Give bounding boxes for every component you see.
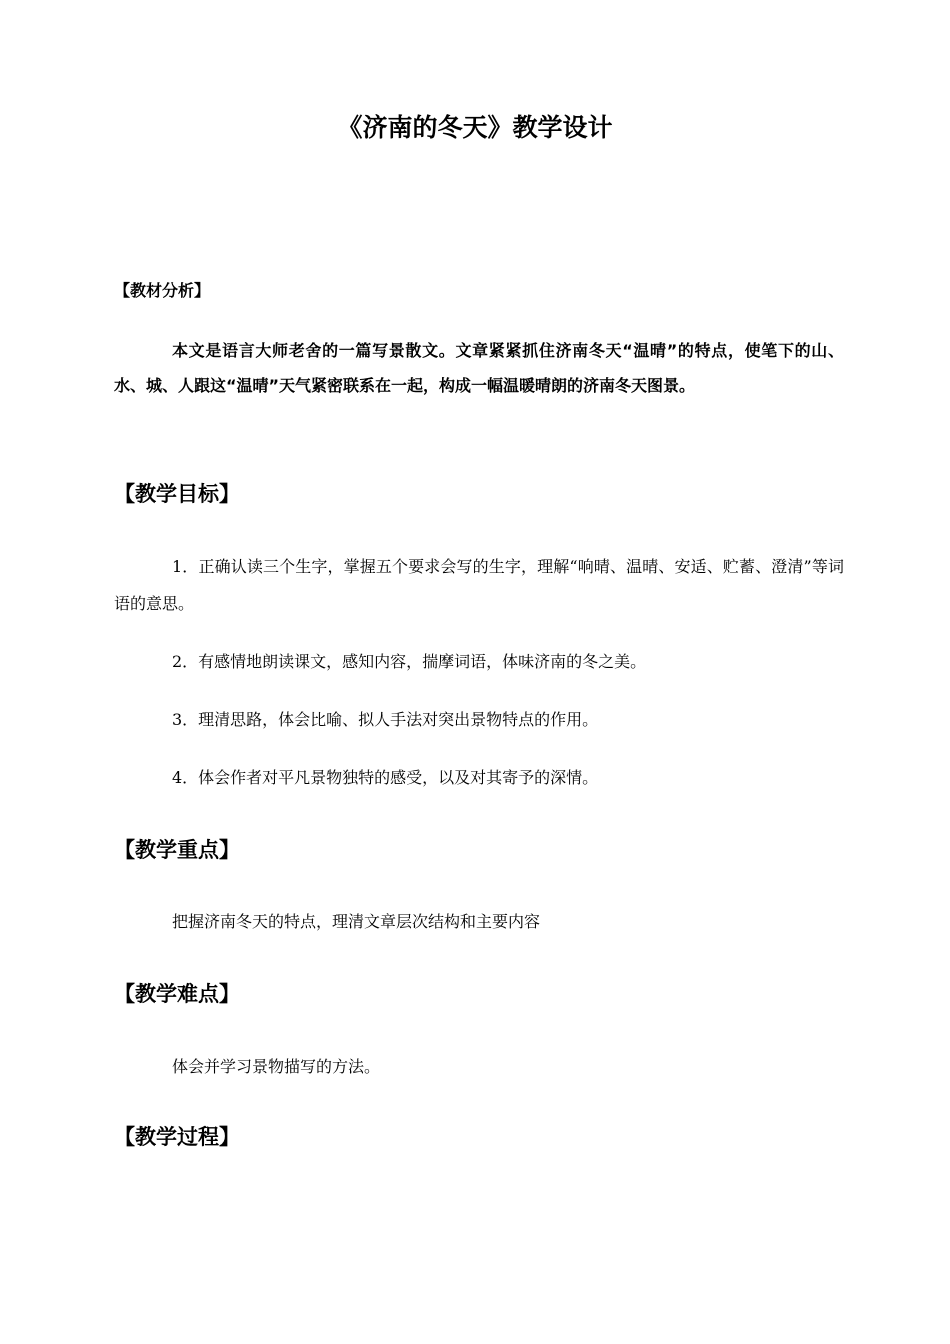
objectives-heading: 【教学目标】 <box>114 482 240 506</box>
objective-item-4: 4．体会作者对平凡景物独特的感受，以及对其寄予的深情。 <box>172 768 599 787</box>
document-title: 《济南的冬天》教学设计 <box>337 113 613 142</box>
objective-item-1: 1．正确认读三个生字，掌握五个要求会写的生字，理解“响晴、温晴、安适、贮蓄、澄清”等词语的意思。 <box>114 557 844 613</box>
key-points-paragraph: 把握济南冬天的特点，理清文章层次结构和主要内容 <box>172 912 541 931</box>
material-analysis-heading: 【教材分析】 <box>114 281 211 300</box>
objective-item-2: 2．有感情地朗读课文，感知内容，揣摩词语，体味济南的冬之美。 <box>172 652 647 671</box>
material-analysis-paragraph: 本文是语言大师老舍的一篇写景散文。文章紧紧抓住济南冬天“温晴”的特点，使笔下的山、水、城、人跟这“温晴”天气紧密联系在一起，构成一幅温暖晴朗的济南冬天图景。 <box>114 341 844 395</box>
objective-item-3: 3．理清思路，体会比喻、拟人手法对突出景物特点的作用。 <box>172 710 599 729</box>
key-points-heading: 【教学重点】 <box>114 838 240 862</box>
process-heading: 【教学过程】 <box>114 1125 240 1149</box>
difficulties-paragraph: 体会并学习景物描写的方法。 <box>172 1057 381 1076</box>
difficulties-heading: 【教学难点】 <box>114 982 240 1006</box>
